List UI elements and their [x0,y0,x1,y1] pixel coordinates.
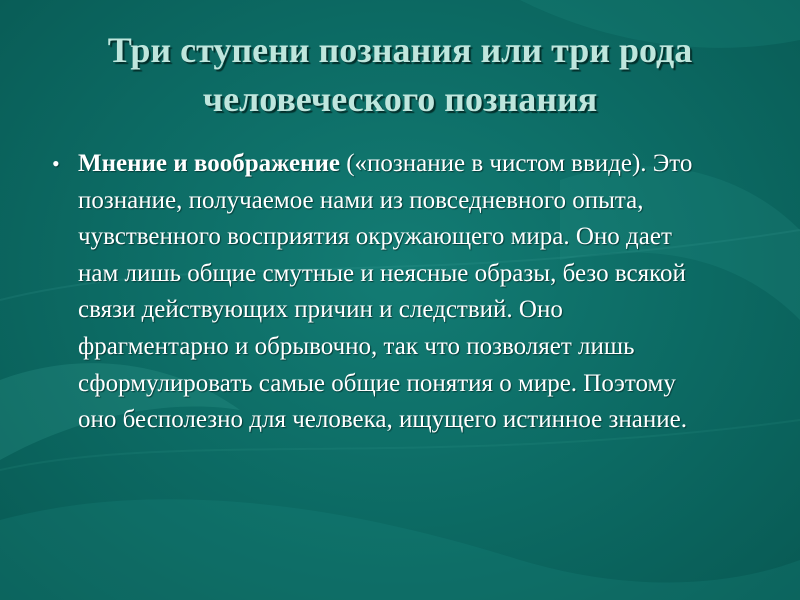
slide-title: Три ступени познания или три рода человеческого познания [107,30,693,119]
swirl-shape-bottom [0,499,800,600]
bullet-marker: • [52,151,60,176]
bullet-term: Мнение и воображение [78,150,340,177]
bullet-item [48,146,708,439]
bullet-list [48,146,708,439]
bullet-text: («познание в чистом ввиде). Это познание, получаемое нами из повседневного опыта, чувственного восприятия окружающего мира. Оно дает нам лишь общие смутные и неясные образы, безо всякой связи действующих причин и следствий. Оно фрагментарно и обрывочно, так что позволяет лишь сформулировать самые общие понятия о мире. Поэтому оно бесполезно для человека, ищущего истинное знание. [78,150,693,434]
